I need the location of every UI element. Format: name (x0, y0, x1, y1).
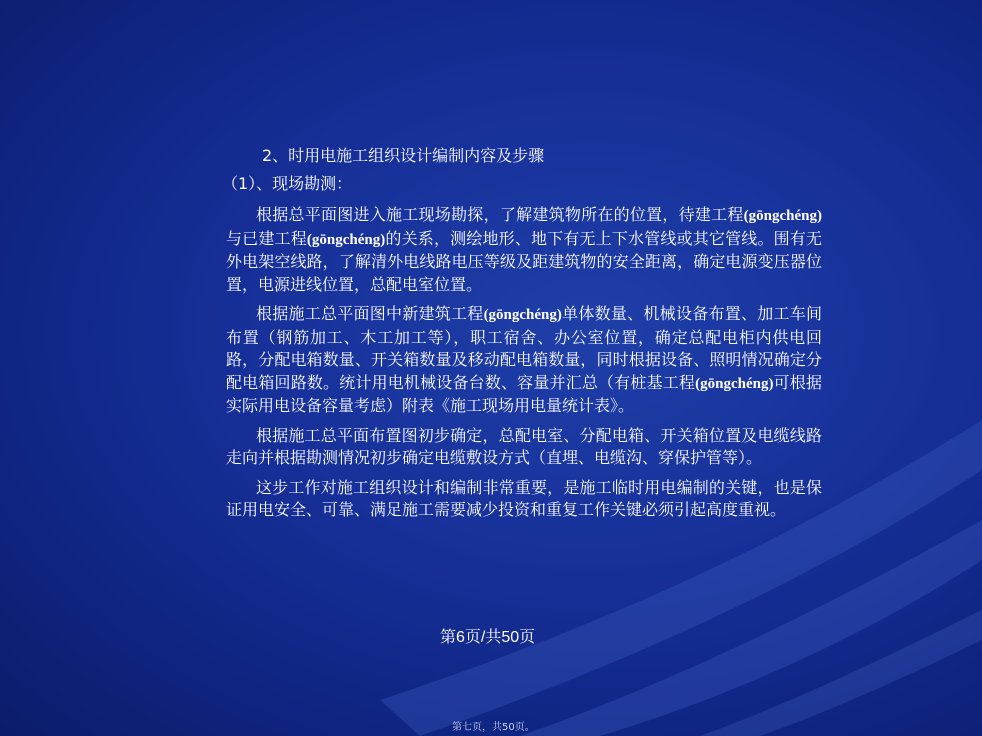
text-run: 单体数量、机械设备布置、加工车间布置（钢筋加工、木工加工等），职工宿舍、办公室位置，确定总配电柜内供电回路，分配电箱数量、开关箱数量及移动配电箱数量，同时根据设备、照明情况确定分配电箱回路数。统计用电机械设备台数、容量并汇总（有桩基工程 (226, 304, 822, 392)
text-run: 根据总平面图进入施工现场勘探，了解建筑物所在的位置，待建工程 (256, 205, 744, 224)
text-run: 与已建工程 (226, 228, 307, 248)
pinyin-annotation: (gōngchéng) (743, 208, 822, 224)
footer-page-label: 第七页，共50页。 (452, 722, 535, 733)
pinyin-annotation: (gōngchéng) (483, 307, 562, 323)
slide-content (222, 142, 822, 529)
section-heading: 2、时用电施工组织设计编制内容及步骤 (262, 146, 545, 165)
text-run: 这步工作对施工组织设计和编制非常重要，是施工临时用电编制的关键，也是保证用电安全、可靠、满足施工需要减少投资和重复工作关键必须引起高度重视。 (226, 477, 822, 519)
paragraph-cable-routing (226, 425, 822, 470)
text-run: 根据施工总平面图中新建筑工程 (256, 304, 484, 323)
text-run: 根据施工总平面布置图初步确定，总配电室、分配电箱、开关箱位置及电缆线路走向并根据勘测情况初步确定电缆敷设方式（直埋、电缆沟、穿保护管等）。 (226, 425, 822, 467)
text-run: 的关系，测绘地形、地下有无上下水管线或其它管线。围有无外电架空线路，了解清外电线路电压等级及距建筑物的安全距离，确定电源变压器位置，电源进线位置，总配电室位置。 (226, 228, 822, 294)
page-number: 第6页/共50页 (440, 629, 536, 646)
paragraph-survey (226, 204, 822, 296)
subsection-heading: （1）、现场勘测： (222, 174, 353, 193)
paragraph-importance (226, 477, 822, 522)
paragraph-layout (226, 303, 822, 418)
pinyin-annotation: (gōngchéng) (306, 231, 386, 248)
pinyin-annotation: (gōngchéng) (695, 375, 774, 392)
text-run: 可根据实际用电设备容量考虑）附表《施工现场用电量统计表》。 (226, 372, 822, 415)
